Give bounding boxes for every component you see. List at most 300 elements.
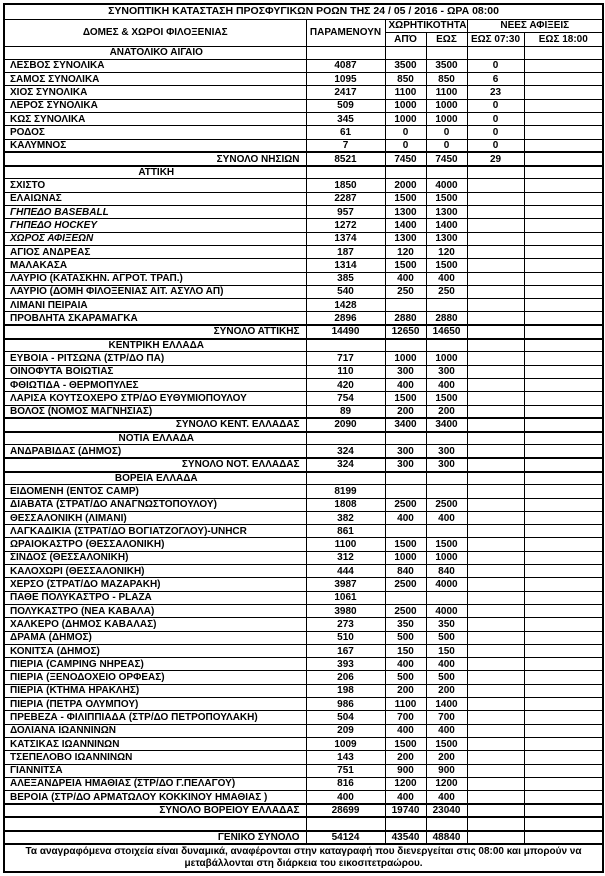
capacity-from-cell xyxy=(385,817,426,830)
col-capacity-from: ΑΠΌ xyxy=(385,32,426,46)
arrivals-0730-cell xyxy=(467,432,524,445)
capacity-from-cell: 1500 xyxy=(385,538,426,551)
remaining-cell: 143 xyxy=(306,751,385,764)
capacity-to-cell: 48840 xyxy=(426,831,467,844)
capacity-to-cell: 300 xyxy=(426,445,467,458)
facility-label: ΠΑΘΕ ΠΟΛΥΚΑΣΤΡΟ - PLAZA xyxy=(4,591,306,604)
capacity-from-cell: 200 xyxy=(385,405,426,418)
capacity-to-cell: 14650 xyxy=(426,325,467,338)
arrivals-0730-cell xyxy=(467,272,524,285)
arrivals-0730-cell xyxy=(467,724,524,737)
capacity-to-cell: 7450 xyxy=(426,152,467,165)
arrivals-0730-cell xyxy=(467,644,524,657)
col-remaining: ΠΑΡΑΜΕΝΟΥΝ xyxy=(306,19,385,46)
facility-label: ΩΡΑΙΟΚΑΣΤΡΟ (ΘΕΣΣΑΛΟΝΙΚΗ) xyxy=(4,538,306,551)
facility-label: ΠΡΕΒΕΖΑ - ΦΙΛΙΠΠΙΑΔΑ (ΣΤΡ/ΔΟ ΠΕΤΡΟΠΟΥΛΑΚΗ) xyxy=(4,711,306,724)
capacity-to-cell: 840 xyxy=(426,565,467,578)
section-label: ΝΟΤΙΑ ΕΛΛΑΔΑ xyxy=(4,432,306,445)
arrivals-1800-cell xyxy=(524,604,603,617)
arrivals-1800-cell xyxy=(524,525,603,538)
arrivals-0730-cell xyxy=(467,312,524,325)
remaining-cell: 986 xyxy=(306,698,385,711)
total-row xyxy=(4,418,603,431)
capacity-from-cell xyxy=(385,432,426,445)
total-row xyxy=(4,325,603,338)
arrivals-1800-cell xyxy=(524,86,603,99)
arrivals-0730-cell xyxy=(467,299,524,312)
capacity-from-cell: 150 xyxy=(385,644,426,657)
capacity-from-cell: 12650 xyxy=(385,325,426,338)
capacity-from-cell: 1200 xyxy=(385,777,426,790)
capacity-from-cell: 1100 xyxy=(385,86,426,99)
capacity-to-cell: 1000 xyxy=(426,352,467,365)
arrivals-1800-cell xyxy=(524,339,603,352)
arrivals-0730-cell xyxy=(467,538,524,551)
facility-label: ΠΙΕΡΙΑ (ΠΕΤΡΑ ΟΛΥΜΠΟΥ) xyxy=(4,698,306,711)
arrivals-0730-cell xyxy=(467,737,524,750)
arrivals-0730-cell: 29 xyxy=(467,152,524,165)
capacity-to-cell: 120 xyxy=(426,245,467,258)
capacity-to-cell: 300 xyxy=(426,365,467,378)
remaining-cell xyxy=(306,817,385,830)
capacity-from-cell: 400 xyxy=(385,511,426,524)
arrivals-0730-cell xyxy=(467,817,524,830)
capacity-to-cell: 1500 xyxy=(426,737,467,750)
remaining-cell: 385 xyxy=(306,272,385,285)
table-row xyxy=(4,139,603,152)
section-label: ΒΟΡΕΙΑ ΕΛΛΑΔΑ xyxy=(4,472,306,485)
col-facilities: ΔΟΜΕΣ & ΧΩΡΟΙ ΦΙΛΟΞΕΝΙΑΣ xyxy=(4,19,306,46)
remaining-cell xyxy=(306,472,385,485)
remaining-cell: 540 xyxy=(306,285,385,298)
table-row xyxy=(4,405,603,418)
facility-label: ΠΙΕΡΙΑ (ΞΕΝΟΔΟΧΕΙΟ ΟΡΦΕΑΣ) xyxy=(4,671,306,684)
table-row xyxy=(4,604,603,617)
capacity-from-cell: 1300 xyxy=(385,232,426,245)
capacity-from-cell: 1500 xyxy=(385,737,426,750)
arrivals-1800-cell xyxy=(524,791,603,804)
capacity-to-cell: 400 xyxy=(426,658,467,671)
arrivals-1800-cell xyxy=(524,498,603,511)
capacity-to-cell: 200 xyxy=(426,751,467,764)
capacity-from-cell: 1500 xyxy=(385,392,426,405)
capacity-to-cell: 1000 xyxy=(426,99,467,112)
arrivals-0730-cell xyxy=(467,232,524,245)
arrivals-0730-cell xyxy=(467,485,524,498)
capacity-to-cell: 1500 xyxy=(426,192,467,205)
capacity-to-cell: 1300 xyxy=(426,232,467,245)
col-arrivals-1800: ΕΩΣ 18:00 xyxy=(524,32,603,46)
arrivals-0730-cell xyxy=(467,804,524,817)
section-label: ΑΤΤΙΚΗ xyxy=(4,166,306,179)
arrivals-0730-cell xyxy=(467,245,524,258)
table-row xyxy=(4,192,603,205)
facility-label: ΓΗΠΕΔΟ BASEBALL xyxy=(4,206,306,219)
table-row xyxy=(4,259,603,272)
arrivals-1800-cell xyxy=(524,378,603,391)
table-row xyxy=(4,644,603,657)
table-row xyxy=(4,219,603,232)
arrivals-0730-cell: 0 xyxy=(467,139,524,152)
remaining-cell xyxy=(306,166,385,179)
facility-label: ΧΑΛΚΕΡΟ (ΔΗΜΟΣ ΚΑΒΑΛΑΣ) xyxy=(4,618,306,631)
arrivals-1800-cell xyxy=(524,392,603,405)
table-row xyxy=(4,791,603,804)
capacity-to-cell: 4000 xyxy=(426,578,467,591)
table-row xyxy=(4,698,603,711)
remaining-cell: 1095 xyxy=(306,73,385,86)
arrivals-1800-cell xyxy=(524,73,603,86)
arrivals-1800-cell xyxy=(524,232,603,245)
section-row xyxy=(4,339,603,352)
remaining-cell: 1100 xyxy=(306,538,385,551)
table-row xyxy=(4,73,603,86)
arrivals-1800-cell xyxy=(524,219,603,232)
total-label: ΣΥΝΟΛΟ ΝΗΣΙΩΝ xyxy=(4,152,306,165)
remaining-cell: 4087 xyxy=(306,59,385,72)
capacity-from-cell: 19740 xyxy=(385,804,426,817)
remaining-cell xyxy=(306,432,385,445)
table-row xyxy=(4,578,603,591)
arrivals-1800-cell xyxy=(524,578,603,591)
remaining-cell: 1061 xyxy=(306,591,385,604)
remaining-cell xyxy=(306,46,385,59)
arrivals-1800-cell xyxy=(524,245,603,258)
arrivals-1800-cell xyxy=(524,458,603,471)
capacity-to-cell: 700 xyxy=(426,711,467,724)
arrivals-0730-cell xyxy=(467,219,524,232)
remaining-cell: 1374 xyxy=(306,232,385,245)
arrivals-0730-cell xyxy=(467,698,524,711)
table-row xyxy=(4,684,603,697)
arrivals-0730-cell xyxy=(467,46,524,59)
capacity-from-cell: 1500 xyxy=(385,259,426,272)
facility-label: ΤΣΕΠΕΛΟΒΟ ΙΩΑΝΝΙΝΩΝ xyxy=(4,751,306,764)
capacity-from-cell: 2500 xyxy=(385,578,426,591)
facility-label: ΟΙΝΟΦΥΤΑ ΒΟΙΩΤΙΑΣ xyxy=(4,365,306,378)
remaining-cell: 28699 xyxy=(306,804,385,817)
capacity-from-cell: 500 xyxy=(385,671,426,684)
arrivals-1800-cell xyxy=(524,272,603,285)
capacity-from-cell: 300 xyxy=(385,445,426,458)
table-row xyxy=(4,312,603,325)
facility-label: ΓΗΠΕΔΟ HOCKEY xyxy=(4,219,306,232)
arrivals-1800-cell xyxy=(524,618,603,631)
table-row xyxy=(4,272,603,285)
arrivals-0730-cell xyxy=(467,378,524,391)
arrivals-1800-cell xyxy=(524,724,603,737)
table-row xyxy=(4,485,603,498)
capacity-to-cell: 0 xyxy=(426,126,467,139)
table-row xyxy=(4,737,603,750)
capacity-from-cell xyxy=(385,46,426,59)
capacity-from-cell: 700 xyxy=(385,711,426,724)
table-row xyxy=(4,724,603,737)
capacity-to-cell xyxy=(426,591,467,604)
capacity-from-cell: 2000 xyxy=(385,179,426,192)
facility-label: ΚΟΝΙΤΣΑ (ΔΗΜΟΣ) xyxy=(4,644,306,657)
table-row xyxy=(4,591,603,604)
table-row xyxy=(4,126,603,139)
arrivals-0730-cell xyxy=(467,631,524,644)
remaining-cell: 312 xyxy=(306,551,385,564)
remaining-cell: 957 xyxy=(306,206,385,219)
arrivals-0730-cell xyxy=(467,671,524,684)
capacity-to-cell: 1000 xyxy=(426,112,467,125)
facility-label: ΒΟΛΟΣ (ΝΟΜΟΣ ΜΑΓΝΗΣΙΑΣ) xyxy=(4,405,306,418)
capacity-from-cell: 120 xyxy=(385,245,426,258)
table-row xyxy=(4,618,603,631)
capacity-to-cell: 4000 xyxy=(426,179,467,192)
table-header xyxy=(4,4,603,46)
capacity-to-cell: 0 xyxy=(426,139,467,152)
remaining-cell: 717 xyxy=(306,352,385,365)
table-row xyxy=(4,777,603,790)
capacity-from-cell: 300 xyxy=(385,458,426,471)
arrivals-0730-cell xyxy=(467,445,524,458)
facility-label: ΑΓΙΟΣ ΑΝΔΡΕΑΣ xyxy=(4,245,306,258)
remaining-cell: 861 xyxy=(306,525,385,538)
capacity-to-cell xyxy=(426,472,467,485)
capacity-from-cell: 400 xyxy=(385,724,426,737)
arrivals-0730-cell xyxy=(467,777,524,790)
capacity-to-cell: 1300 xyxy=(426,206,467,219)
table-row xyxy=(4,59,603,72)
facility-label: ΔΟΛΙΑΝΑ ΙΩΑΝΝΙΝΩΝ xyxy=(4,724,306,737)
arrivals-0730-cell xyxy=(467,791,524,804)
capacity-to-cell: 500 xyxy=(426,671,467,684)
section-row xyxy=(4,472,603,485)
capacity-to-cell: 1400 xyxy=(426,698,467,711)
arrivals-1800-cell xyxy=(524,538,603,551)
capacity-to-cell: 2500 xyxy=(426,498,467,511)
table-row xyxy=(4,538,603,551)
arrivals-0730-cell: 23 xyxy=(467,86,524,99)
table-row xyxy=(4,671,603,684)
arrivals-0730-cell xyxy=(467,764,524,777)
arrivals-0730-cell xyxy=(467,179,524,192)
table-row xyxy=(4,206,603,219)
total-row xyxy=(4,152,603,165)
arrivals-1800-cell xyxy=(524,591,603,604)
arrivals-1800-cell xyxy=(524,565,603,578)
arrivals-1800-cell xyxy=(524,831,603,844)
capacity-to-cell: 400 xyxy=(426,791,467,804)
arrivals-0730-cell xyxy=(467,658,524,671)
total-label: ΣΥΝΟΛΟ ΒΟΡΕΙΟΥ ΕΛΛΑΔΑΣ xyxy=(4,804,306,817)
col-arrivals-0730: ΕΩΣ 07:30 xyxy=(467,32,524,46)
table-row xyxy=(4,285,603,298)
capacity-from-cell xyxy=(385,339,426,352)
arrivals-0730-cell xyxy=(467,285,524,298)
capacity-to-cell: 150 xyxy=(426,644,467,657)
facility-label: ΣΧΙΣΤΟ xyxy=(4,179,306,192)
facility-label: ΕΥΒΟΙΑ - ΡΙΤΣΩΝΑ (ΣΤΡ/ΔΟ ΠΑ) xyxy=(4,352,306,365)
capacity-to-cell: 3400 xyxy=(426,418,467,431)
capacity-from-cell: 1300 xyxy=(385,206,426,219)
remaining-cell: 198 xyxy=(306,684,385,697)
arrivals-0730-cell xyxy=(467,565,524,578)
section-label: ΑΝΑΤΟΛΙΚΟ ΑΙΓΑΙΟ xyxy=(4,46,306,59)
section-row xyxy=(4,166,603,179)
capacity-from-cell: 1100 xyxy=(385,698,426,711)
table-row xyxy=(4,99,603,112)
capacity-from-cell xyxy=(385,591,426,604)
facility-label: ΛΙΜΑΝΙ ΠΕΙΡΑΙΑ xyxy=(4,299,306,312)
arrivals-0730-cell xyxy=(467,684,524,697)
table-row xyxy=(4,565,603,578)
arrivals-1800-cell xyxy=(524,259,603,272)
table-row xyxy=(4,245,603,258)
arrivals-0730-cell: 0 xyxy=(467,59,524,72)
remaining-cell: 345 xyxy=(306,112,385,125)
facility-label: ΛΑΡΙΣΑ ΚΟΥΤΣΟΧΕΡΟ ΣΤΡ/ΔΟ ΕΥΘΥΜΙΟΠΟΥΛΟΥ xyxy=(4,392,306,405)
remaining-cell: 3987 xyxy=(306,578,385,591)
arrivals-1800-cell xyxy=(524,485,603,498)
arrivals-1800-cell xyxy=(524,551,603,564)
capacity-to-cell: 850 xyxy=(426,73,467,86)
facility-label: ΑΛΕΞΑΝΔΡΕΙΑ ΗΜΑΘΙΑΣ (ΣΤΡ/ΔΟ Γ.ΠΕΛΑΓΟΥ) xyxy=(4,777,306,790)
table-row xyxy=(4,179,603,192)
title-row xyxy=(4,4,603,19)
facility-label: ΒΕΡΟΙΑ (ΣΤΡ/ΔΟ ΑΡΜΑΤΩΛΟΥ ΚΟΚΚΙΝΟΥ ΗΜΑΘΙΑΣ ) xyxy=(4,791,306,804)
arrivals-0730-cell: 0 xyxy=(467,126,524,139)
facility-label: ΔΡΑΜΑ (ΔΗΜΟΣ) xyxy=(4,631,306,644)
arrivals-1800-cell xyxy=(524,112,603,125)
arrivals-1800-cell xyxy=(524,418,603,431)
facility-label: ΣΑΜΟΣ ΣΥΝΟΛΙΚΑ xyxy=(4,73,306,86)
table-row xyxy=(4,764,603,777)
arrivals-1800-cell xyxy=(524,737,603,750)
arrivals-1800-cell xyxy=(524,299,603,312)
remaining-cell: 167 xyxy=(306,644,385,657)
capacity-to-cell: 1500 xyxy=(426,538,467,551)
facility-label: ΔΙΑΒΑΤΑ (ΣΤΡΑΤ/ΔΟ ΑΝΑΓΝΩΣΤΟΠΟΥΛΟΥ) xyxy=(4,498,306,511)
remaining-cell: 8199 xyxy=(306,485,385,498)
capacity-to-cell: 1100 xyxy=(426,86,467,99)
remaining-cell: 61 xyxy=(306,126,385,139)
arrivals-0730-cell: 0 xyxy=(467,99,524,112)
remaining-cell: 1850 xyxy=(306,179,385,192)
facility-label: ΧΕΡΣΟ (ΣΤΡΑΤ/ΔΟ ΜΑΖΑΡΑΚΗ) xyxy=(4,578,306,591)
arrivals-0730-cell xyxy=(467,405,524,418)
table-row xyxy=(4,525,603,538)
arrivals-1800-cell xyxy=(524,671,603,684)
facility-label: ΡΟΔΟΣ xyxy=(4,126,306,139)
table-row xyxy=(4,498,603,511)
capacity-from-cell xyxy=(385,299,426,312)
capacity-from-cell: 3500 xyxy=(385,59,426,72)
arrivals-1800-cell xyxy=(524,711,603,724)
facility-label: ΕΙΔΟΜΕΝΗ (ΕΝΤΟΣ CAMP) xyxy=(4,485,306,498)
arrivals-1800-cell xyxy=(524,472,603,485)
arrivals-0730-cell xyxy=(467,352,524,365)
capacity-to-cell: 1500 xyxy=(426,392,467,405)
capacity-from-cell: 1000 xyxy=(385,551,426,564)
arrivals-0730-cell xyxy=(467,365,524,378)
capacity-to-cell xyxy=(426,299,467,312)
arrivals-1800-cell xyxy=(524,644,603,657)
col-new-arrivals-group: ΝΕΕΣ ΑΦΙΞΕΙΣ xyxy=(467,19,603,32)
remaining-cell: 1009 xyxy=(306,737,385,750)
capacity-from-cell: 1400 xyxy=(385,219,426,232)
remaining-cell: 382 xyxy=(306,511,385,524)
capacity-from-cell: 1500 xyxy=(385,192,426,205)
capacity-from-cell: 2500 xyxy=(385,604,426,617)
capacity-to-cell xyxy=(426,485,467,498)
facility-label: ΠΙΕΡΙΑ (CAMPING ΝΗΡΕΑΣ) xyxy=(4,658,306,671)
capacity-to-cell: 200 xyxy=(426,684,467,697)
page-title: ΣΥΝΟΠΤΙΚΗ ΚΑΤΑΣΤΑΣΗ ΠΡΟΣΦΥΓΙΚΩΝ ΡΟΩΝ ΤΗΣ 24 / 05 / 2016 - ΩΡΑ 08:00 xyxy=(4,4,603,19)
arrivals-1800-cell xyxy=(524,179,603,192)
remaining-cell: 751 xyxy=(306,764,385,777)
capacity-from-cell: 400 xyxy=(385,378,426,391)
facility-label: ΛΕΡΟΣ ΣΥΝΟΛΙΚΑ xyxy=(4,99,306,112)
arrivals-1800-cell xyxy=(524,126,603,139)
arrivals-1800-cell xyxy=(524,152,603,165)
facility-label: ΧΩΡΟΣ ΑΦΙΞΕΩΝ xyxy=(4,232,306,245)
table-row xyxy=(4,392,603,405)
arrivals-0730-cell xyxy=(467,339,524,352)
total-label: ΣΥΝΟΛΟ ΝΟΤ. ΕΛΛΑΔΑΣ xyxy=(4,458,306,471)
facility-label: ΚΑΤΣΙΚΑΣ ΙΩΑΝΝΙΝΩΝ xyxy=(4,737,306,750)
remaining-cell: 420 xyxy=(306,378,385,391)
total-row xyxy=(4,458,603,471)
remaining-cell: 273 xyxy=(306,618,385,631)
capacity-from-cell: 840 xyxy=(385,565,426,578)
grand-row xyxy=(4,831,603,844)
table-row xyxy=(4,445,603,458)
arrivals-1800-cell xyxy=(524,511,603,524)
section-row xyxy=(4,432,603,445)
capacity-from-cell: 400 xyxy=(385,272,426,285)
capacity-from-cell: 850 xyxy=(385,73,426,86)
section-row xyxy=(4,46,603,59)
arrivals-1800-cell xyxy=(524,365,603,378)
capacity-from-cell: 1000 xyxy=(385,352,426,365)
capacity-to-cell: 900 xyxy=(426,764,467,777)
arrivals-0730-cell xyxy=(467,711,524,724)
footnote-row xyxy=(4,844,603,872)
capacity-to-cell: 500 xyxy=(426,631,467,644)
arrivals-1800-cell xyxy=(524,352,603,365)
capacity-from-cell: 1000 xyxy=(385,112,426,125)
arrivals-0730-cell xyxy=(467,418,524,431)
capacity-from-cell xyxy=(385,485,426,498)
arrivals-0730-cell xyxy=(467,831,524,844)
capacity-from-cell: 0 xyxy=(385,126,426,139)
arrivals-0730-cell xyxy=(467,166,524,179)
capacity-to-cell xyxy=(426,525,467,538)
remaining-cell: 110 xyxy=(306,365,385,378)
arrivals-0730-cell xyxy=(467,618,524,631)
col-capacity-to: ΕΩΣ xyxy=(426,32,467,46)
arrivals-0730-cell xyxy=(467,392,524,405)
table-footer xyxy=(4,844,603,872)
arrivals-1800-cell xyxy=(524,405,603,418)
arrivals-0730-cell: 6 xyxy=(467,73,524,86)
remaining-cell: 14490 xyxy=(306,325,385,338)
table-row xyxy=(4,232,603,245)
table-row xyxy=(4,365,603,378)
capacity-to-cell: 250 xyxy=(426,285,467,298)
table-row xyxy=(4,658,603,671)
facility-label: ΓΙΑΝΝΙΤΣΑ xyxy=(4,764,306,777)
table-row xyxy=(4,299,603,312)
remaining-cell: 54124 xyxy=(306,831,385,844)
capacity-to-cell: 300 xyxy=(426,458,467,471)
facility-label xyxy=(4,817,306,830)
